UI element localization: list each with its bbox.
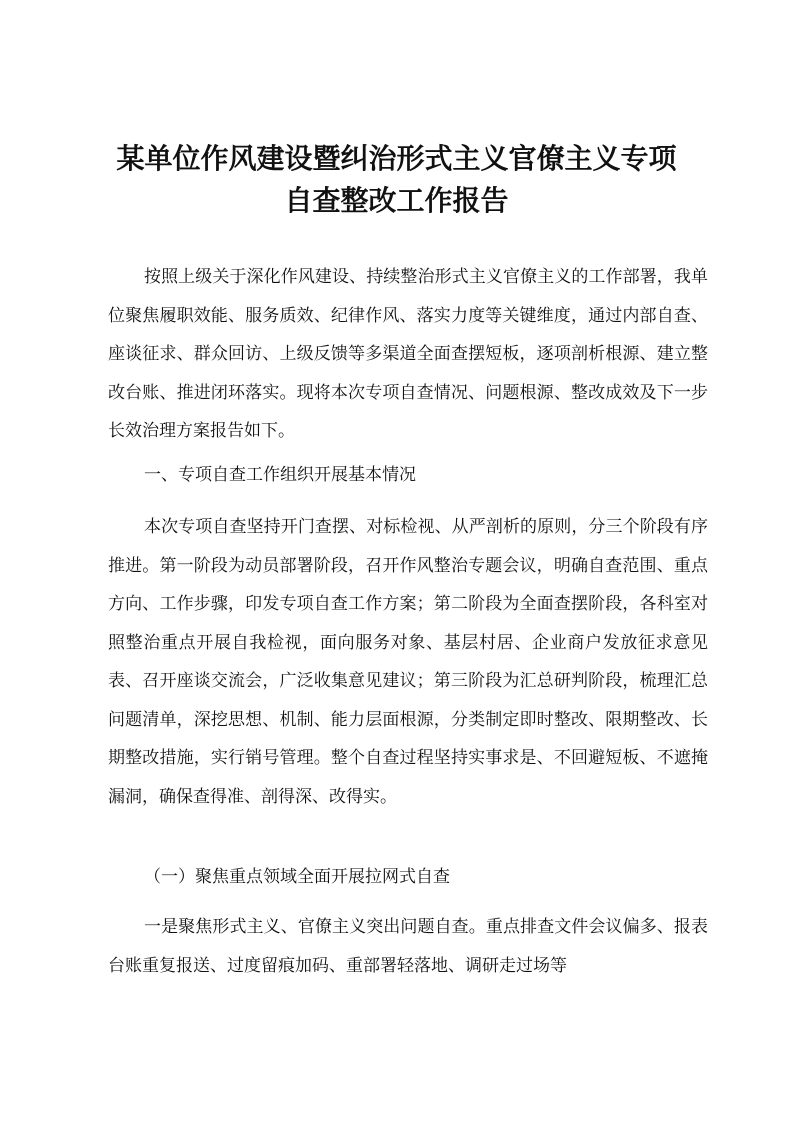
document-title-line-2: 自查整改工作报告	[284, 184, 509, 217]
section-1-heading: 一、专项自查工作组织开展基本情况	[144, 465, 416, 485]
document-title-line-1: 某单位作风建设暨纠治形式主义官僚主义专项	[116, 142, 677, 175]
intro-paragraph: 按照上级关于深化作风建设、持续整治形式主义官僚主义的工作部署，我单位聚焦履职效能、服务质效、纪律作风、落实力度等关键维度，通过内部自查、座谈征求、群众回访、上级反馈等多渠道全面查摆短板，逐项剖析根源、建立整改台账、推进闭环落实。现将本次专项自查情况、问题根源、整改成效及下一步长效治理方案报告如下。	[108, 267, 708, 441]
section-1-paragraph: 本次专项自查坚持开门查摆、对标检视、从严剖析的原则，分三个阶段有序推进。第一阶段为动员部署阶段，召开作风整治专题会议，明确自查范围、重点方向、工作步骤，印发专项自查工作方案；第二阶段为全面查摆阶段，各科室对照整治重点开展自我检视，面向服务对象、基层村居、企业商户发放征求意见表、召开座谈交流会，广泛收集意见建议；第三阶段为汇总研判阶段，梳理汇总问题清单，深挖思想、机制、能力层面根源，分类制定即时整改、限期整改、长期整改措施，实行销号管理。整个自查过程坚持实事求是、不回避短板、不遮掩漏洞，确保查得准、剖得深、改得实。	[108, 517, 708, 807]
subsection-1-paragraph: 一是聚焦形式主义、官僚主义突出问题自查。重点排查文件会议偏多、报表台账重复报送、过度留痕加码、重部署轻落地、调研走过场等	[108, 917, 708, 976]
subsection-1-heading: （一）聚焦重点领域全面开展拉网式自查	[144, 867, 450, 887]
